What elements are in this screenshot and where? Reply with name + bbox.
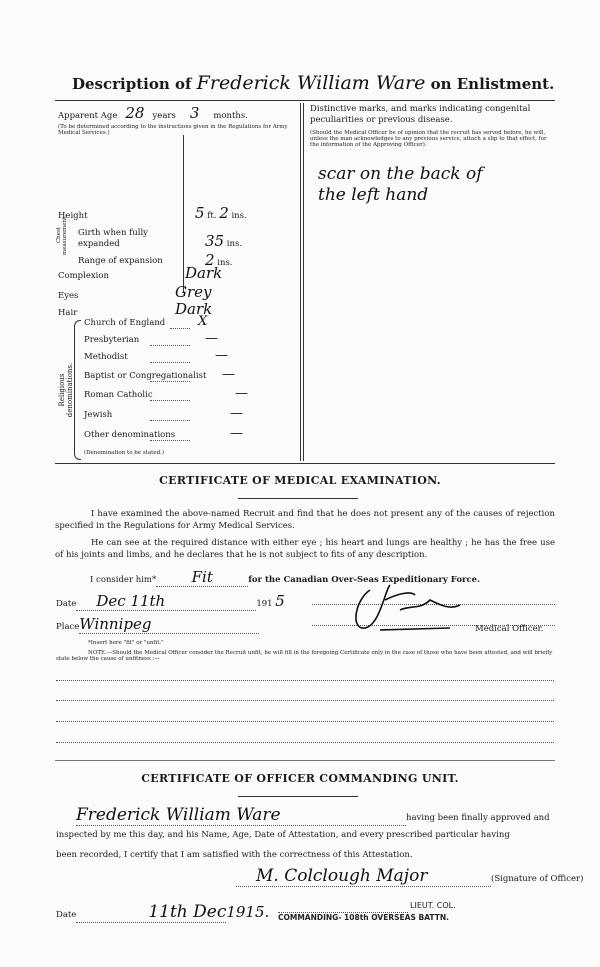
denomination-note: (Denomination to be stated.) xyxy=(84,450,165,456)
distinctive-marks-line1: scar on the back of xyxy=(318,164,483,184)
ins-label: ins. xyxy=(226,239,243,249)
age-label: Apparent Age xyxy=(58,111,118,121)
ins-label: ins. xyxy=(231,211,247,221)
unfitness-line[interactable] xyxy=(56,680,554,681)
unfitness-line[interactable] xyxy=(56,721,554,722)
religion-label: Presbyterian xyxy=(84,335,140,345)
ft-label: ft. xyxy=(207,211,217,221)
commanding-line-1: having been finally approved and xyxy=(406,813,550,823)
date-label: Date xyxy=(56,599,77,609)
height-ft: 5 xyxy=(195,204,205,222)
religion-label: Methodist xyxy=(84,352,128,362)
religion-mark: — xyxy=(230,426,243,441)
age-years: 28 xyxy=(125,104,145,122)
stamp-rank: LIEUT. COL. xyxy=(410,901,456,910)
medical-paragraph-1: I have examined the above-named Recruit and find that he does not present any of the causes of rejection specified in the Regulations for Army Medical Services. xyxy=(55,509,555,531)
months-label: months. xyxy=(213,111,248,121)
years-label: years xyxy=(152,111,176,121)
religion-dotted-line xyxy=(150,440,190,441)
commanding-officer-signature: M. Colclough Major xyxy=(236,866,491,887)
distinctive-marks-note: (Should the Medical Officer be of opinion that the recruit has served before, he will, unless the man acknowledges to any previous service, attach a slip to that effect, for the information of the Approving Officer). xyxy=(310,130,547,148)
religion-dotted-line xyxy=(170,328,190,329)
divider xyxy=(55,463,555,464)
insert-note: *Insert here "fit" or "unfit." xyxy=(88,640,164,646)
unfitness-line[interactable] xyxy=(56,700,554,701)
religion-mark: — xyxy=(222,367,235,382)
column-divider xyxy=(183,135,184,293)
commanding-line-3: been recorded, I certify that I am satisfied with the correctness of this Attestation. xyxy=(56,850,413,860)
distinctive-marks-heading: Distinctive marks, and marks indicating congenital peculiarities or previous disease. xyxy=(310,104,531,125)
medical-paragraph-2: He can see at the required distance with either eye ; his heart and lungs are healthy ; he has the free use of his joints and limbs, and he declares that he is not subject to fits of any description. xyxy=(55,538,555,560)
religion-label: Baptist or Congregationalist xyxy=(84,371,207,381)
religion-mark: — xyxy=(205,331,218,346)
complexion-label: Complexion xyxy=(58,271,109,281)
religion-mark: — xyxy=(235,386,248,401)
distinctive-marks-line2: the left hand xyxy=(318,185,429,205)
religion-dotted-line xyxy=(150,400,190,401)
medical-certificate-title: CERTIFICATE OF MEDICAL EXAMINATION. xyxy=(159,474,441,487)
divider xyxy=(55,760,555,761)
eyes-value: Grey xyxy=(175,283,212,301)
commanding-date-value: 11th Dec xyxy=(76,902,226,923)
religion-mark: — xyxy=(230,406,243,421)
signature-label: (Signature of Officer) xyxy=(491,874,584,884)
title-suffix: on Enlistment. xyxy=(430,75,555,93)
divider xyxy=(55,100,555,101)
medical-date-value: Dec 11th xyxy=(76,592,256,611)
fitness-value: Fit xyxy=(156,568,248,587)
hair-value: Dark xyxy=(175,300,213,318)
stamp-unit: COMMANDING- 108th OVERSEAS BATTN. xyxy=(278,913,449,922)
religion-dotted-line xyxy=(150,362,190,363)
column-divider xyxy=(300,103,301,461)
religion-mark: — xyxy=(215,348,228,363)
height-label: Height xyxy=(58,211,88,221)
girth-label: Girth when fully expanded xyxy=(78,228,148,249)
range-value: 2 xyxy=(205,251,215,269)
range-label: Range of expansion xyxy=(78,256,163,266)
medical-officer-label: Medical Officer. xyxy=(475,624,544,634)
religion-dotted-line xyxy=(150,381,190,382)
place-value: Winnipeg xyxy=(79,615,259,634)
religion-bracket xyxy=(74,320,81,460)
commanding-year: 1915. xyxy=(226,903,270,921)
ins-label: ins. xyxy=(217,258,233,268)
religion-label: Religious denominations. xyxy=(58,362,74,418)
document-title xyxy=(72,72,554,94)
consider-label: I consider him* xyxy=(90,575,157,585)
religion-dotted-line xyxy=(150,345,190,346)
complexion-value: Dark xyxy=(185,264,223,282)
year-digit: 5 xyxy=(275,592,285,610)
consider-suffix: for the Canadian Over-Seas Expeditionary Force. xyxy=(248,575,481,585)
place-label: Place xyxy=(56,622,80,632)
unfitness-line[interactable] xyxy=(56,742,554,743)
religion-mark: X xyxy=(198,314,208,329)
chest-label: Chest measurement. xyxy=(56,215,68,255)
height-in: 2 xyxy=(219,204,229,222)
title-prefix: Description of xyxy=(72,75,192,93)
girth-value: 35 xyxy=(205,232,225,250)
commanding-certificate-title: CERTIFICATE OF OFFICER COMMANDING UNIT. xyxy=(141,772,459,785)
religion-label: Roman Catholic xyxy=(84,390,153,400)
divider xyxy=(238,498,358,499)
religion-dotted-line xyxy=(150,420,190,421)
eyes-label: Eyes xyxy=(58,291,79,301)
hair-label: Hair xyxy=(58,308,78,318)
religion-label: Other denominations xyxy=(84,430,176,440)
recruit-name: Frederick William Ware xyxy=(196,72,426,94)
commanding-recruit-name: Frederick William Ware xyxy=(76,805,406,826)
religion-label: Church of England xyxy=(84,318,166,328)
unfit-note: NOTE.—Should the Medical Officer consider the Recruit unfit, he will fill in the foregoing Certificate only in the case of those who have been attested, and will briefly state below the cause of unfitness :— xyxy=(56,650,553,662)
age-row xyxy=(58,104,248,122)
column-divider xyxy=(303,103,304,461)
year-prefix: 191 xyxy=(256,599,273,609)
medical-officer-signature xyxy=(340,570,490,640)
age-note: (To be determined according to the instructions given in the Regulations for Army Medical Services.) xyxy=(58,124,288,136)
commanding-date-label: Date xyxy=(56,910,77,920)
age-months: 3 xyxy=(189,104,200,122)
religion-label: Jewish xyxy=(84,410,113,420)
divider xyxy=(238,796,358,797)
commanding-line-2: inspected by me this day, and his Name, Age, Date of Attestation, and every prescribed particular having xyxy=(56,830,510,840)
